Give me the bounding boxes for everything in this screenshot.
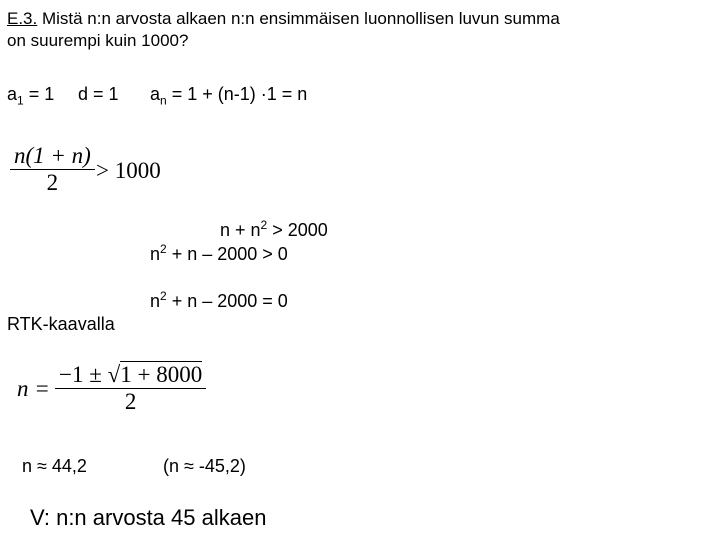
step-3: $n^2 + n - 2000 = 0$	[150, 289, 288, 311]
root-positive: n ≈ 44,2	[22, 456, 87, 476]
title-line-2: on suurempi kuin 1000?	[7, 31, 189, 50]
exercise-label: E.3.	[7, 9, 38, 28]
sum-numerator: n(1 + n)	[14, 143, 91, 168]
radicand: 1 + 8000	[120, 362, 203, 387]
step-1: $n + n^2 > 2000$	[220, 218, 328, 240]
formula-lhs: n =	[17, 376, 50, 401]
given-a1: $a_1 = 1$	[7, 84, 55, 108]
method-label: RTK-kaavalla	[7, 314, 115, 334]
title-line-1	[7, 9, 560, 29]
sum-fraction	[10, 143, 95, 196]
step-2: $n^2 + n - 2000 > 0$	[150, 242, 288, 264]
given-d: d = 1	[78, 84, 119, 104]
quadratic-formula	[55, 362, 206, 415]
sum-denominator: 2	[46, 170, 59, 195]
formula-denominator: 2	[124, 389, 137, 414]
answer: V: n:n arvosta 45 alkaen	[30, 505, 267, 530]
question-text: Mistä n:n arvosta alkaen n:n ensimmäisen luonnollisen luvun summa	[37, 9, 560, 28]
formula-numerator: −1 ± √1 + 8000	[59, 362, 203, 387]
root-negative: (n ≈ -45,2)	[163, 456, 246, 476]
sum-rhs: > 1000	[96, 158, 161, 183]
given-an: $a_n = 1 + (n-1) \cdot 1 = n$	[150, 84, 308, 108]
